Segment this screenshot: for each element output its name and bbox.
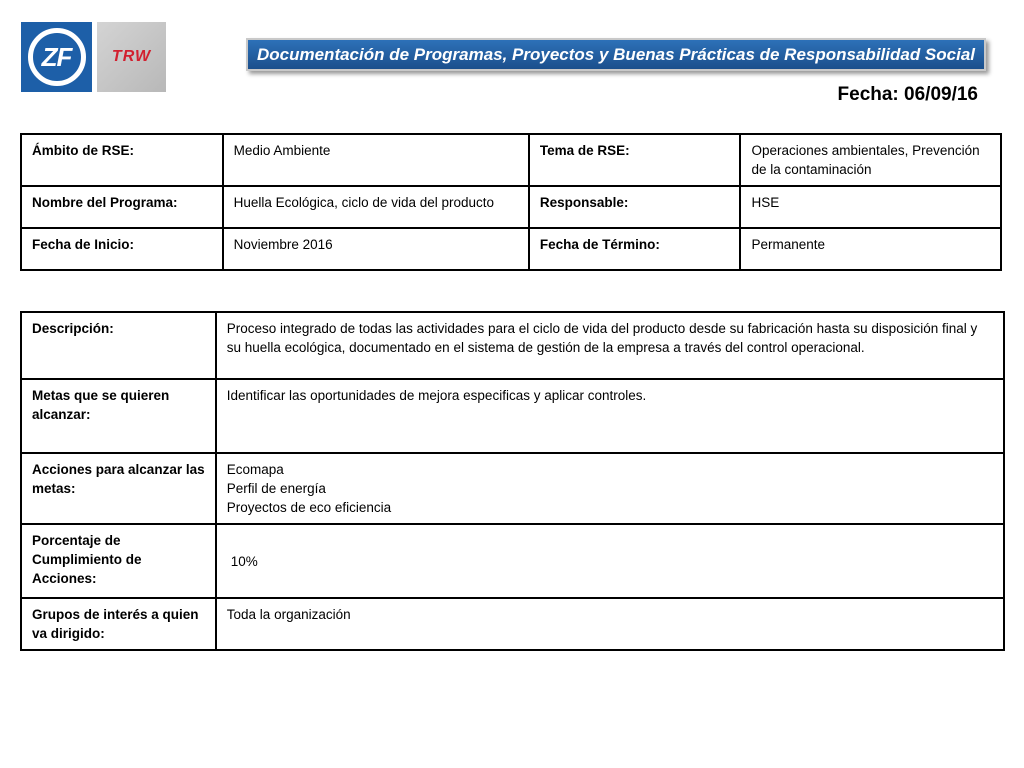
nombre-value: Huella Ecológica, ciclo de vida del producto <box>223 186 529 228</box>
tema-value: Operaciones ambientales, Prevención de la contaminación <box>740 134 1001 186</box>
porcentaje-value: 10% <box>216 524 1004 598</box>
termino-label: Fecha de Término: <box>529 228 741 270</box>
list-item: Proyectos de eco eficiencia <box>226 500 392 515</box>
grupos-label: Grupos de interés a quien va dirigido: <box>21 598 216 650</box>
table-row <box>21 598 1004 650</box>
table-row <box>21 228 1001 270</box>
table-row <box>21 379 1004 453</box>
list-item: Ecomapa <box>226 462 284 477</box>
table-row <box>21 186 1001 228</box>
inicio-value: Noviembre 2016 <box>223 228 529 270</box>
table-row <box>21 134 1001 186</box>
zf-logo-text: ZF <box>41 41 72 72</box>
descripcion-value: Proceso integrado de todas las actividades para el ciclo de vida del producto desde su fabricación hasta su disposición final y su huella ecológica, documentado en el sistema de gestión de la empresa a través del control operacional. <box>216 312 1004 379</box>
table-row <box>21 312 1004 379</box>
porcentaje-label: Porcentaje de Cumplimiento de Acciones: <box>21 524 216 598</box>
table-row <box>21 524 1004 598</box>
table-row <box>21 453 1004 524</box>
detail-table <box>20 311 1005 651</box>
trw-logo-text: TRW <box>111 48 152 65</box>
grupos-value: Toda la organización <box>216 598 1004 650</box>
ambito-value: Medio Ambiente <box>223 134 529 186</box>
info-table <box>20 133 1002 271</box>
descripcion-label: Descripción: <box>21 312 216 379</box>
metas-label: Metas que se quieren alcanzar: <box>21 379 216 453</box>
zf-logo <box>21 22 92 92</box>
document-date: Fecha: 06/09/16 <box>837 84 978 105</box>
responsable-value: HSE <box>740 186 1001 228</box>
metas-value: Identificar las oportunidades de mejora especificas y aplicar controles. <box>216 379 1004 453</box>
termino-value: Permanente <box>740 228 1001 270</box>
tema-label: Tema de RSE: <box>529 134 741 186</box>
nombre-label: Nombre del Programa: <box>21 186 223 228</box>
acciones-label: Acciones para alcanzar las metas: <box>21 453 216 524</box>
inicio-label: Fecha de Inicio: <box>21 228 223 270</box>
page-title: Documentación de Programas, Proyectos y Buenas Prácticas de Responsabilidad Social <box>246 38 986 71</box>
responsable-label: Responsable: <box>529 186 741 228</box>
acciones-list <box>216 453 1004 524</box>
list-item: Perfil de energía <box>226 481 326 496</box>
ambito-label: Ámbito de RSE: <box>21 134 223 186</box>
trw-logo <box>97 22 166 92</box>
